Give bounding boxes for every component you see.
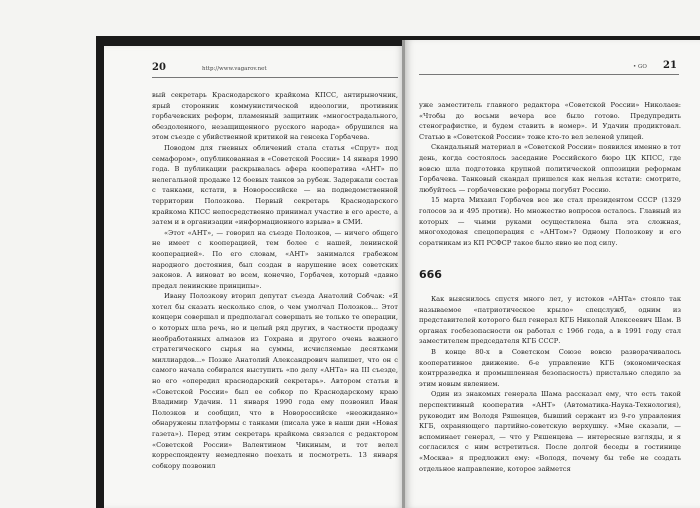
left-paragraph-4: Ивану Полозкову вторил депутат съезда Анатолий Собчак: «Я хотел бы сказать несколько слов, о чем умолчал Полозков... Этот концерн совершал и предполагал совершать не только те операции, о которых шла речь, но и целый ряд других, в частности продажу необработанных алмазов из Гохрана и другого очень важного стратегического сырья на суммы, исчисляемые десятками миллиардов...» Позже Анатолий Александрович напишет, что он с самого начала собирался выступить «по делу «АНТа» на III съезде, но его «опередил краснодарский секретарь». Автором статьи в «Советской России» был ее собкор по Краснодарскому краю Владимир Удачин. 11 января 1990 года ему позвонил Иван Полозков и сообщил, что в Новороссийске «неожиданно» обнаружены платформы с танками (писала уже в наши дни «Новая газета»). Перед этим секретарь крайкома связался с редактором «Советской России» Валентином Чикиным, и тот велел корреспонденту немедленно поехать и посмотреть. 13 января собкору позвонил bbox=[152, 292, 398, 470]
left-paragraph-2: Поводом для гневных обличений стала статья «Спрут» под семафором», опубликованная в «Советской России» 14 января 1990 года. В публикации раскрывалась афера кооператива «АНТ» по нелегальной продаже 12 боевых танков за рубеж. Задержали состав с танками, кстати, в Новороссийске — на подведомственной территории Полозкова. Первый секретарь Краснодарского крайкома КПСС непосредственно принимал участие в его аресте, а затем и в организации «информационного взрыва» в СМИ. bbox=[152, 143, 398, 227]
right-header-rule bbox=[419, 74, 679, 75]
right-paragraph-3: 15 марта Михаил Горбачев все же стал президентом СССР (1329 голосов за и 495 против). Но множество вопросов осталось. Главный из которых — чьими руками осуществлена была эта сложная, многоходовая спецоперация с «АНТом»? Одному Полозкову и его соратникам из КП РСФСР такое было явно не под силу. bbox=[419, 196, 681, 247]
left-paragraph-1: вый секретарь Краснодарского крайкома КПСС, антирыночник, ярый сторонник коммунистической идеологии, противник горбачевских реформ, пламенный защитник «многострадального, обездоленного, незащищенного русского народа» обрушился на этом съезде с убийственной критикой на генсека Горбачева. bbox=[152, 91, 398, 142]
left-text-column bbox=[152, 90, 398, 471]
left-header-rule bbox=[152, 77, 398, 78]
right-paragraph-6: Один из знакомых генерала Шама рассказал ему, что есть такой перспективный кооператив «АНТ» (Автоматика-Наука-Технология), руководит им Володя Ряшенцев, бывший сержант из 9-го управления КГБ, охраняющего партийно-советскую верхушку. «Мне сказали, — вспоминает генерал, — что у Ряшенцева — интересные взгляды, и я согласился с ним встретиться. После долгой беседы в гостинице «Москва» я предложил ему: «Володя, почему бы тебе не создать отдельное направление, которое займется bbox=[419, 390, 681, 473]
right-paragraph-1: уже заместитель главного редактора «Советской России» Николаев: «Чтобы до восьми вечера все было готово. Предупредить стенографистке, и будем ставить в номер». И Удачин продиктовал. Статью в «Советской России» тоже кто-то вел зеленой улицей. bbox=[419, 101, 681, 141]
right-paragraph-2: Скандальный материал в «Советской России» появился именно в тот день, когда состоялось заседание Российского бюро ЦК КПСС, где вовсю шла подготовка крупной политической оппозиции реформам Горбачева. Танковый скандал пришелся как нельзя кстати: смотрите, любуйтесь — горбачевские реформы погубят Россию. bbox=[419, 143, 681, 194]
right-page-number: 21 bbox=[663, 60, 677, 71]
left-page-number: 20 bbox=[152, 62, 166, 73]
right-page bbox=[405, 40, 700, 508]
right-text-column-top bbox=[419, 100, 681, 248]
right-text-column-bottom bbox=[419, 294, 681, 474]
left-running-head: http://www.vagarov.net bbox=[202, 66, 267, 72]
right-paragraph-5: В конце 80-х в Советском Союзе вовсю разворачивалось кооперативное движение. 6-е управление КГБ (экономическая контрразведка и промышленная безопасность) пристально следило за этим новым явлением. bbox=[419, 347, 681, 388]
right-running-head: • GO bbox=[633, 64, 647, 70]
left-page bbox=[104, 46, 404, 508]
section-heading: 666 bbox=[419, 268, 442, 281]
book-cover-edge-left bbox=[96, 36, 104, 508]
right-paragraph-4: Как выяснилось спустя много лет, у истоков «АНТа» стояло так называемое «патриотическое крыло» спецслужб, одним из представителей которого был генерал КГБ Николай Алексеевич Шам. В органах госбезопасности он работал с 1966 года, а в 1991 году стал заместителем председателя КГБ СССР. bbox=[419, 295, 681, 346]
left-paragraph-3: «Этот «АНТ», — говорил на съезде Полозков, — ничего общего не имеет с кооперацией, тем более с нашей, ленинской кооперацией». По его словам, «АНТ» занимался грабежом народного достояния, был создан в нарушение всех советских законов. А виноват во всем, конечно, Горбачев, который «давно предал ленинские принципы». bbox=[152, 228, 398, 290]
